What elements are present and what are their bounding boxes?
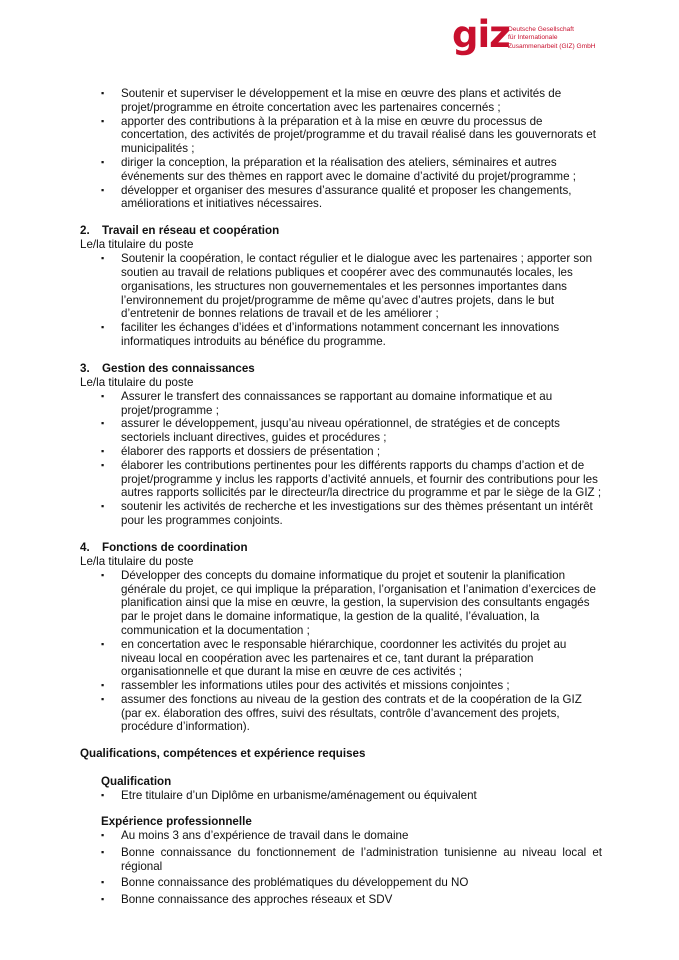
list-item <box>80 156 602 184</box>
section-subtitle: Le/la titulaire du poste <box>80 238 194 252</box>
list-item <box>80 829 602 843</box>
qualification-heading: Qualification <box>101 775 172 789</box>
section-heading <box>80 224 602 238</box>
section-list <box>80 390 602 528</box>
list-item <box>80 417 602 445</box>
experience-list <box>80 829 602 907</box>
giz-logo <box>452 13 602 62</box>
list-item <box>80 679 602 693</box>
list-item <box>80 846 602 874</box>
section-subtitle: Le/la titulaire du poste <box>80 554 194 568</box>
section-list <box>80 252 602 349</box>
bullet-icon: ▪ <box>101 693 105 704</box>
bullet-icon: ▪ <box>101 88 105 98</box>
giz-logo-text <box>508 26 618 51</box>
bullet-icon: ▪ <box>101 418 105 429</box>
bullet-icon: ▪ <box>101 390 105 401</box>
bullet-icon: ▪ <box>101 569 105 580</box>
list-item <box>80 789 602 803</box>
section-title: Fonctions de coordination <box>102 540 248 554</box>
section-networking <box>80 224 602 349</box>
bullet-icon: ▪ <box>101 877 105 888</box>
list-item-text: rassembler les informations utiles pour des activités et missions conjointes ; <box>121 679 510 693</box>
list-item-text: Développer des concepts du domaine informatique du projet et soutenir la planification générale du projet, ce qui implique la préparation, l’organisation et l’animation d’exercices de planification ainsi que la mise en œuvre, la gestion, la supervision des consultants engagés par le projet dans le domaine informatique, la gestion de la qualité, l’évaluation, la communication et la documentation ; <box>121 568 596 637</box>
section-number: 3. <box>80 361 90 375</box>
experience-heading: Expérience professionnelle <box>101 815 252 829</box>
section-heading <box>80 362 602 376</box>
list-item-text: Etre titulaire d’un Diplôme en urbanisme/aménagement ou équivalent <box>121 789 477 803</box>
list-item <box>80 893 602 907</box>
bullet-icon: ▪ <box>101 501 105 512</box>
bullet-icon: ▪ <box>101 445 105 456</box>
section-subtitle: Le/la titulaire du poste <box>80 375 194 389</box>
section-heading <box>80 541 602 555</box>
list-item-text: Soutenir et superviser le développement et la mise en œuvre des plans et activités de projet/programme en étroite concertation avec les partenaires concernés ; <box>121 87 562 114</box>
section-title: Travail en réseau et coopération <box>102 224 280 238</box>
list-item <box>80 638 602 679</box>
section-coordination <box>80 541 602 735</box>
bullet-icon: ▪ <box>101 253 105 264</box>
list-item <box>80 115 602 156</box>
list-item <box>80 445 602 459</box>
bullet-icon: ▪ <box>101 322 105 333</box>
list-item <box>80 876 602 890</box>
list-item-text: en concertation avec le responsable hiérarchique, coordonner les activités du projet au niveau local en coopération avec les partenaires et ce, tant durant la préparation organisationnelle et que durant la mise en œuvre de ces activités ; <box>121 637 567 679</box>
list-item-text: assumer des fonctions au niveau de la gestion des contrats et de la coopération de la GIZ (par ex. élaboration des offres, suivi des résultats, contrôle d’avancement des projets, procédure d’information). <box>121 692 582 734</box>
bullet-icon: ▪ <box>101 846 105 857</box>
list-item <box>80 87 602 115</box>
list-item-text: élaborer les contributions pertinentes pour les différents rapports du champs d’action et de projet/programme y inclus les rapports d’activité annuels, et fournir des contributions pour les autres rapports sollicités par le directeur/la directrice du programme et par le siège de la GIZ ; <box>121 458 602 500</box>
giz-logo-mark: giz <box>452 13 510 56</box>
list-item <box>80 569 602 638</box>
bullet-icon: ▪ <box>101 459 105 470</box>
qualification-list <box>80 789 602 803</box>
bullet-icon: ▪ <box>101 115 105 126</box>
section-number: 2. <box>80 224 90 238</box>
bullet-icon: ▪ <box>101 790 105 801</box>
list-item-text: assurer le développement, jusqu’au niveau opérationnel, de stratégies et de concepts sectoriels incluant directives, guides et procédures ; <box>121 417 560 445</box>
bullet-icon: ▪ <box>101 894 105 905</box>
list-item-text: soutenir les activités de recherche et les investigations sur des thèmes présentant un intérêt pour les programmes conjoints. <box>121 500 593 527</box>
list-item-text: apporter des contributions à la préparation et à la mise en œuvre du processus de concertation, des activités de projet/programme et du travail réalisé dans les gouvernorats et municipalités ; <box>121 114 596 156</box>
list-item-text: Bonne connaissance du fonctionnement de l’administration tunisienne au niveau local et régional <box>121 845 602 873</box>
list-item <box>80 321 602 349</box>
list-item-text: développer et organiser des mesures d’assurance qualité et proposer les changements, améliorations et initiatives nécessaires. <box>121 183 572 211</box>
bullet-icon: ▪ <box>101 638 105 649</box>
qualifications-section <box>80 747 602 907</box>
bullet-icon: ▪ <box>101 184 105 195</box>
list-item-text: Assurer le transfert des connaissances se rapportant au domaine informatique et au projet/programme ; <box>121 389 553 417</box>
intro-section <box>80 87 602 211</box>
intro-list <box>80 87 602 211</box>
list-item-text: Soutenir la coopération, le contact régulier et le dialogue avec les partenaires ; apporter son soutien au travail de relations publiques et coopérer avec des communautés locales, les organisations, les structures non gouvernementales et les personnes importantes dans l’environnement du projet/programme de même qu’avec d’autres projets, dans le but d’entretenir de bonnes relations de travail et de les améliorer ; <box>121 252 593 321</box>
bullet-icon: ▪ <box>101 830 105 841</box>
logo-line: für Internationale <box>508 34 558 42</box>
list-item <box>80 184 602 212</box>
list-item-text: élaborer des rapports et dossiers de présentation ; <box>121 444 381 458</box>
list-item <box>80 390 602 418</box>
list-item-text: diriger la conception, la préparation et la réalisation des ateliers, séminaires et autres événements sur des thèmes en rapport avec le domaine d’activité du projet/programme ; <box>121 155 576 183</box>
section-number: 4. <box>80 540 90 554</box>
list-item <box>80 500 602 528</box>
list-item-text: faciliter les échanges d’idées et d’informations notamment concernant les innovations informatiques introduits au bénéfice du programme. <box>121 321 560 348</box>
section-knowledge <box>80 362 602 528</box>
document-body <box>80 87 602 920</box>
list-item <box>80 693 602 734</box>
list-item <box>80 252 602 321</box>
bullet-icon: ▪ <box>101 680 105 691</box>
logo-line: Deutsche Gesellschaft <box>508 26 574 33</box>
logo-line: Zusammenarbeit (GIZ) GmbH <box>508 42 596 50</box>
section-title: Gestion des connaissances <box>102 361 255 375</box>
list-item <box>80 459 602 500</box>
bullet-icon: ▪ <box>101 156 105 167</box>
list-item-text: Bonne connaissance des problématiques du développement du NO <box>121 876 469 890</box>
qualifications-title: Qualifications, compétences et expérience requises <box>80 747 366 761</box>
list-item-text: Bonne connaissance des approches réseaux et SDV <box>121 893 393 907</box>
section-list <box>80 569 602 735</box>
list-item-text: Au moins 3 ans d’expérience de travail dans le domaine <box>121 829 409 843</box>
